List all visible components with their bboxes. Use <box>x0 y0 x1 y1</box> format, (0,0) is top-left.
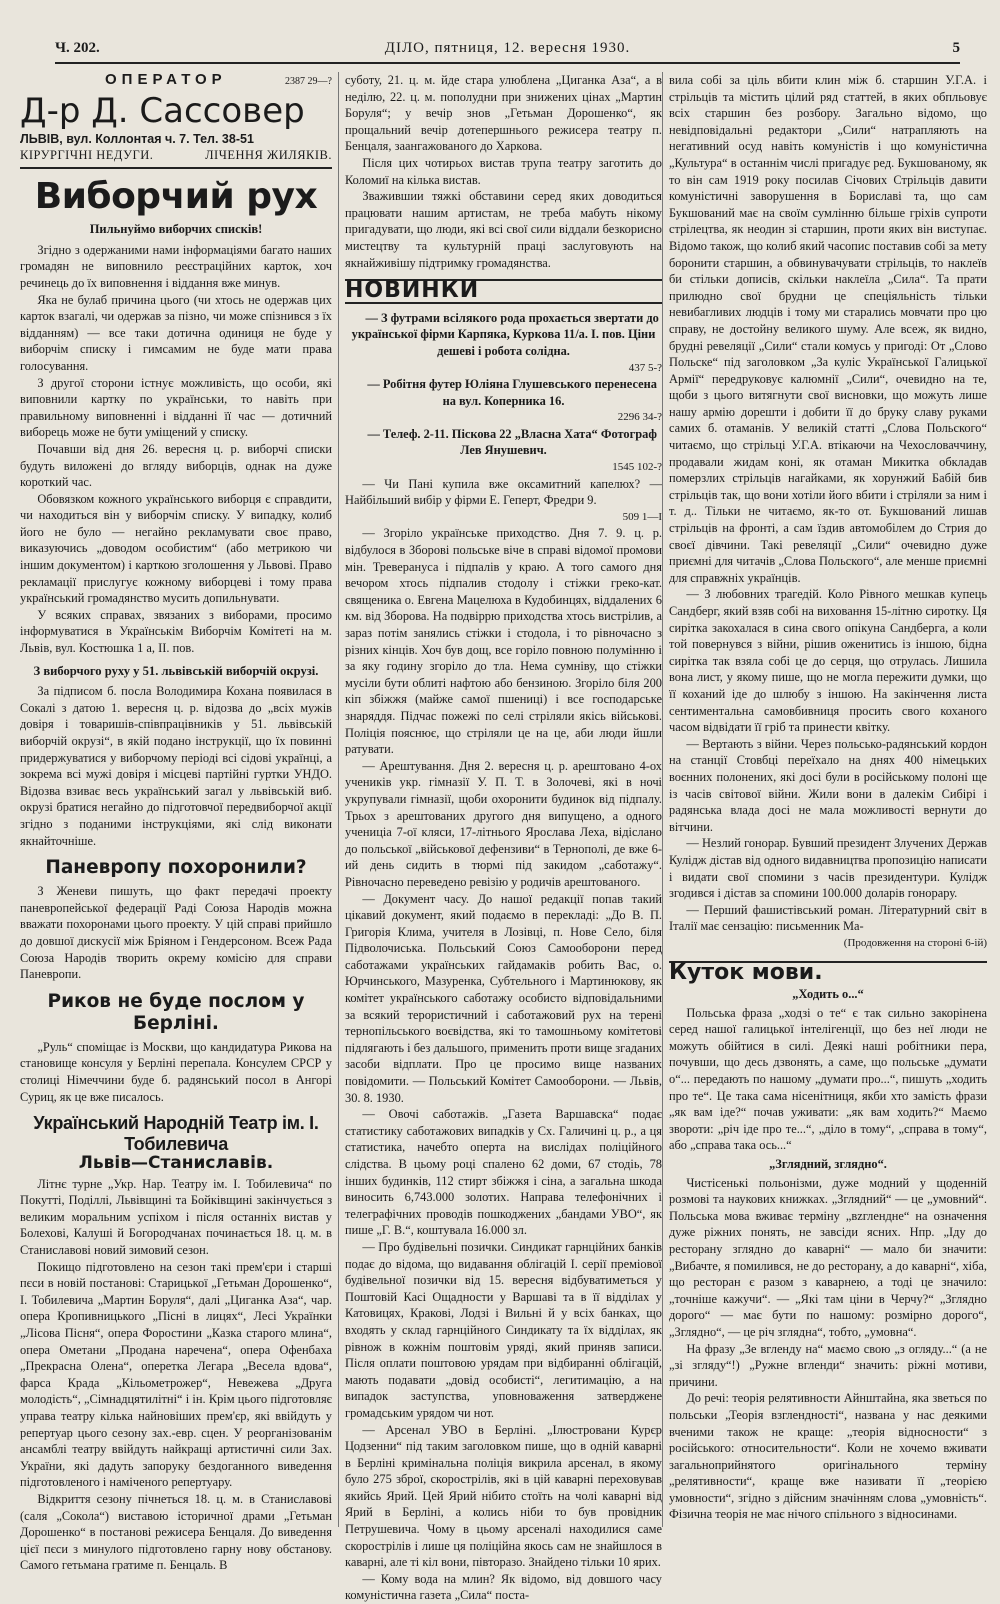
news-item: — Про будівельні позички. Синдикат гарнційних банків подає до відома, що видавання облігацій І. серії преміової будівельної позички від 15. вересня відбуватиметься у Поштовій Касі Ощадности у Варшаві та в її відділах у Катовицях, Кракові, Лодзі і Вильні й у всіх банках, що входять у склад гарнційного Синдикату та їх відділах, як рівнож в кожнім поштовім уряді, який приняв записи. Після оплати поштовою урядам при відбиранні облігацій, мають подавати „довід особисті“, легитимацію, а на випадок заступства, уповноваження затверджене громадським урядом чи нот. <box>345 1239 662 1420</box>
ad-specialty-right: ЛІЧЕННЯ ЖИЛЯКІВ. <box>205 147 332 162</box>
masthead-date: ДІЛО, пятниця, 12. вересня 1930. <box>384 40 631 56</box>
news-item: — Кому вода на млин? Як відомо, від довшого часу комуністична газета „Сила“ поста- <box>345 1571 662 1603</box>
news-item: — З любовних трагедій. Коло Рівного мешкав купець Сандберг, який взяв собі на виховання 15-літню сиротку. Ця сирітка закохалася в сина свого опікуна Сандберга, а коли той повернувся з війни, рішив оженитись із іншою, бідна сирітка так взяла собі це до серця, що отрулась. Лишила вона лист, у якому пише, що не могла пережити думки, що її коханий іде до шлюбу з іншою. На закінчення листа сентиментальна самовбивниця просить свого коханого часом відвідати її гріб та принести квітку. <box>669 587 987 735</box>
news-item: — Перший фашистівський роман. Літературний світ в Італії має сензацію: письменник Ма- <box>669 902 987 934</box>
paragraph: У всяких справах, звязаних з виборами, просимо інформуватися в Українськім Виборчім Комітеті на м. Львів, вул. Костюшка 1 а, II. пов. <box>20 607 332 656</box>
column-2 <box>338 72 662 1603</box>
article-title-elections: Виборчий рух <box>34 176 318 218</box>
paragraph: Почавши від дня 26. вересня ц. р. виборчі списки будуть виложені до вгляду виборців, однак на дуже короткий час. <box>20 441 332 490</box>
ad-code: 2387 29—? <box>285 76 332 87</box>
section-title-language-corner: Куток мови. <box>669 961 987 982</box>
classified-ad: — Телеф. 2-11. Піскова 22 „Власна Хата“ Фотограф Лев Янушевич. <box>367 426 657 458</box>
article-title-paneuropa: Паневропу похоронили? <box>45 857 307 879</box>
news-item: — Згоріло українське приходство. Дня 7. 9. ц. р. відбулося в Зборові польське віче в справі відомої промови мін. Треверануса і підпалів у краю. А того самого дня вечором хтось підпалив стодолу і стіжки греко-кат. священика о. Евгена Мацелюха в Кудобинцях, віддалених 6 км. від Зборова. На подвіррю приходства хтось вистрілив, а зараз потім занялись стіжки і стодола, і то рівночасно з різних кінців. Хоч був дощ, все горіло повною полумінню і за яку годину згоріло до тла. Нема сумніву, що стіжки мусіли бути облиті нафтою або бензиною. Згоріло біля 200 кіп збіжжя (майже самої пшениці) і все господарське знаряддя. Підчас пожежі по селі стріляли якісь військові. Поліція пояснює, що стріляли це на це, аби люди йшли ратувати. <box>345 526 662 757</box>
article-subtitle: Пильнуймо виборчих списків! <box>89 222 263 237</box>
ad-code: 2296 34-? <box>617 411 662 424</box>
paragraph: Літнє турне „Укр. Нар. Театру ім. І. Тобилевича“ по Покутті, Поділлі, Львівщині та Бойківщині закінчується з великим моральним успіхом і після останніх вистав у Болехові, Калуші й Богородчанах починається 18. ц. м. в Станиславові новий зимовий сезон. <box>20 1176 332 1258</box>
news-item: — Документ часу. До нашої редакції попав такий цікавий документ, який подаємо в перекладі: „До В. П. Григорія Клима, учителя в Лозівці, п. Нове Село, біля Підволочиська. Польський Союз Самооборони перед саботажами українських гайдамаків робить Вас, о. Юрчинського, Мазуренка, Субтельного і Мартинюкову, як комітет українського саботажу особисто відповідальними за всякий терористичний і саботажовий рух на терені тернопільського воєвідства, які то тамошньому комітетові підлягають і без дальшого, применить проти вище згаданих засоби відплати. Про це просимо вище названих повідомити. — Польський Комітет Самооборони. — Львів, 30. 8. 1930. <box>345 891 662 1105</box>
news-item: — Арсенал УВО в Берліні. „Ілюстровани Курєр Цодзенни“ під таким заголовком пише, що в одній каварні в Берліні кримінальна поліція викрила арсенал, в якому було 275 зброї, скорострілів, які в цій каварні переховував якийсь Ярий. Цей Ярий нібито стоїть на чолі каварні від Ярий в Берліні, а колись ніби то був провідник Петрушевича. Чому в цьому арсеналі находилися саме скорострілів і лише ця поліційна якось сам не знайшлося в каварні, але ті кіл вони, півторазо. Знайдено тільки 10 ярих. <box>345 1422 662 1570</box>
ad-code: 509 1—І <box>622 510 662 523</box>
paragraph: суботу, 21. ц. м. йде стара улюблена „Циганка Аза“, а в неділю, 22. ц. м. пополудни при знижених цінах „Мартин Боруля“; у вечір знов „Гетьман Дорошенко“, як прощальний вечір дотепершнього режисера театру п. Бенцаля, заангажованого до Харкова. <box>345 73 662 154</box>
paragraph: Яка не булаб причина цього (чи хтось не одержав цих карток взагалі, чи одержав за пізно, чи може спізнився з їх відданням) — все таки дотична одиниця не буде у виборчім списку і гимсамим не буде мати права голосування. <box>20 292 332 373</box>
paragraph: До речі: теорія релятивности Айнштайна, яка зветься по польськи „Теорія взглендності“, названа у нас деякими вченими також не краще: „теорія відносности“ з російського: относительности“. Коли не хочемо вживати загальноприйнятого оригінального терміну „релятивности“, краще вже називати її „теорією умовности“, згідно з дійсним значінням слова „умовність“. Фізична теорія не має нічого спільного з відносинами. <box>669 1391 987 1522</box>
news-item: — Арештування. Дня 2. вересня ц. р. арештовано 4-ох учеників укр. гімназії У. П. Т. в Золочеві, які в ночі укрупували гімназії, щоби охоронити будинок від підпалу. Трьох з арештованих другого дня випущено, а одного учениціа 7-ої кляси, 17-літнього Ярослава Леха, відіслано до польської „військової дефензиви“ в Тернополі, де вже 6-ий день сидить в тюрмі під закидом „саботажу“. Рівночасно переведено ревізію у родичів арештованого. <box>345 758 662 889</box>
paragraph: З другої сторони істнує можливість, що особи, які виповнили картку по українськи, то навіть при правильному виповненні і відданні її час — дотичний виборець може не бути уміщений у списку. <box>20 375 332 440</box>
subsection-title: „Зглядний, зглядно“. <box>769 1157 887 1171</box>
continuation-note: (Продовження на стороні 6-ій) <box>843 936 987 949</box>
page-header <box>55 38 960 64</box>
paragraph: Відкриття сезону пічнеться 18. ц. м. в Станиславові (саля „Сокола“) виставою історичної драми „Гетьман Дорошенко“ в постанові режисера Бенцаля. До виведення цієї пєси з минулого підготовлено гарну нову обстанову. Самого гетьмана гратиме п. Бенцаль. В <box>20 1491 332 1573</box>
ad-code: 1545 102-? <box>612 461 662 474</box>
column-3 <box>662 72 987 1527</box>
ad-operator: ОПЕРАТОР <box>105 71 227 88</box>
paragraph: „Руль“ споміщає із Москви, що кандидатура Рикова на становище консуля у Берліні перепала. Консулем СРСР у столиці Німеччини буде б. радянський посол в Ангорі Суриц, як це вже писалось. <box>20 1039 332 1104</box>
paragraph: Польська фраза „ходзі о те“ є так сильно закорінена серед нашої галицької інтелігенції, що без неї люди не можуть обійтися в силі. Деякі наші робітники пера, почувши, що десь дзвонять, а саме, що польське „думати о“... передають по нашому „думати про...“, пишуть „ходить про те“. Це така сама нісенітниця, якби хто замість фрази „як вам іде?“ почав уживати: „як вам ходить?“ Маємо звороти: „річ іде про те...“, „діло в тому“, „справа в тому“, або „справа така ось...“ <box>669 1005 987 1153</box>
section-title-news: НОВИНКИ <box>345 279 662 304</box>
classified-ad: — З футрами всілякого рода прохається звертати до української фірми Карпяка, Куркова 11/а. І. пов. Ціни дешеві і робота солідна. <box>351 310 659 358</box>
article-title-theatre: Український Народній Театр ім. І. Тобилевича <box>33 1113 319 1155</box>
news-item: — Вертають з війни. Через польсько-радянський кордон на станції Стовбці переїхало на днях 400 німецьких воєнних полонених, які досі були в російському полоні ще із часів світової війни. Жили вони в далекім Сибірі і радянська влада досі не мала можливості вернути до вітчини. <box>669 736 987 834</box>
ad-doctor-name: Д-р Д. Сассовер <box>20 90 305 131</box>
article-title-rykov: Риков не буде послом у Берліні. <box>47 990 305 1034</box>
news-item: — Овочі саботажів. „Газета Варшавска“ подає статистику саботажових випадків у Сх. Галичині ц. р., а ця статистика, начебто оперта на вислідах поліційного слідства. В цьому році спалено 62 доми, 67 стодіь, 78 інших будинків, 112 стирт збіжжя і сіна, а загальна шкода виносить 6,743.000 золотих. Направа телефонічних і телеграфічних проводів пошкоджених „бандами УВО“, як пише „Г. В.“, коштувала 16.000 зл. <box>345 1107 662 1238</box>
paragraph: Зважившии тяжкі обставини серед яких доводиться працювати нашим артистам, не треба мабуть нікому пригадувати, що люди, які всі свої сили віддали безкорисно мистецтву та культурній праці заслуговують на якнайживішу підтримку громадянства. <box>345 189 662 270</box>
paragraph: Обовязком кожного українського виборця є справдити, чи находиться він у виборчім списку. У випадку, колиб його не було — негайно рекламувати своє право, виказуючись „доводом особистим“ (або метрикою чи іншим документом) і карткою зголошення у Львові. Право рекламації прислугує кожному виборцеві і тому права український громадянство мусить допильнувати. <box>20 491 332 606</box>
ad-address: ЛЬВІВ, вул. Коллонтая ч. 7. Тел. 38-51 <box>20 131 254 146</box>
paragraph: За підписом б. посла Володимира Кохана появилася в Сокалі з датою 1. вересня ц. р. відозва до „всіх мужів довіря і товаришів-співпрацівників у 51. львівській виборчій окрузі“, в якій подано інструкції, що їх повинні придержуватися у виборчому періоді всі сідові українці, а зокрема всі мужі довіря і місцеві партійні гуртки УНДО. Відозва взиває весь український загал у львівській виб. окрузі братися негайно до підготовчої передвиборчої акції згідно з поданими інструкціями, які слід виконати якнайточніше. <box>20 684 332 848</box>
paragraph: Після цих чотирьох вистав трупа театру заготить до Коломиї на кілька вистав. <box>345 155 662 187</box>
paragraph: Чистісенькі польонізми, дуже модний у щоденній розмові та наукових книжках. „Зглядний“ — це „умовний“. Польська мова вживає терміну „вzглендне“ на означення дуже ріжних понять, не завсіди ясних. Нпр. „Ідy до ресторану зглядно до каварні“ — мало би значити: „Вибачте, я помилився, не до ресторану, а до каварні“, хіба, що ресторан є разом з каварнею, а тоді це значило: „точніше кажучи“. — „Які там ціни в Черчу?“ „Зглядно дорого“ — має бути по нашому: розмірно дорого“, „Зглядно“, — це річ зглядна“, тобто, „умовна“. <box>669 1175 987 1339</box>
doctor-advertisement <box>20 72 332 169</box>
ad-specialty-left: КІРУРГІЧНІ НЕДУГИ. <box>20 147 154 162</box>
paragraph: З Женеви пишуть, що факт передачі проекту паневропейської федерації Раді Союза Народів можна вважати похоронами цього проекту. У цій справі прийшло до довшої дискусії між Бріяном і Гендерсоном. Всеж Рада Союза Народів творить окрему комісію для справи Паневропи. <box>20 884 332 982</box>
news-item: — Чи Пані купила вже оксамитний капелюх? — Найбільший вибір у фірми Е. Геперт, Фредри 9. <box>345 476 662 508</box>
column-1 <box>20 71 332 1573</box>
page-number: 5 <box>952 40 960 56</box>
section-heading: З виборчого руху у 51. львівській виборчій окрузі. <box>33 663 319 678</box>
article-subtitle-theatre: Львів—Станиславів. <box>78 1153 274 1174</box>
issue-number: Ч. 202. <box>55 40 100 56</box>
news-item: — Незлий гонорар. Бувший президент Злучених Держав Кулідж дістав від одного видавництва пропозицію написати і видати свої спомини з часів президентури. Кулідж згодився і дістав за спомини 100.000 доларів гонорару. <box>669 836 987 901</box>
paragraph: Згідно з одержаними нами інформаціями багато наших громадян не виповнило реєстраційних карток, хоч речинець до їх виповнення і віддання вже минув. <box>20 242 332 290</box>
paragraph: вила собі за ціль вбити клин між б. старшин У.Г.А. і стрільців та містить цілий ряд статтей, в яких обпльовує всіх старшин без розбору. Загально відомо, що невідповідальні редактори „Сили“ натрапляють на негативний осуд навіть комуністів і що комуністична „Культура“ в останнім числі пригадує ред. Букшованому, як то він сам 1919 року посилав Січових Стрільців давити комуністичні заворушення в Бориславі та, що сам Букшований має на своїм сумлінню більше гріхів супроти стрілецтва, як неодин зі старшин, проти яких він виступає. Відомо також, що колиб який часопис поставив собі за мету боронити старшин, а обвинувачувати стрільців, то наклеїв би стільки дописів, скільки наклеїла „Сила“. Та прати прилюдно свої брудни це спеціяльність тільки невибагливих людців і тому ми старались мовчати про цю справу, не достойну великого шуму. Але всеж, як видно, брудні ревеляції „Сили“ стали комусь у пригоді: От „Слово Польске“ під заголовком „За куліс Української Галицької Армії“ передруковує калюмнії „Сили“, очевидно на те, щоби з цього витягнути свої висновки, що можуть лише нашу армію дорешти і добити її до бруку славу руками самих б. отаманів. У великій статті „Слова Польского“ читаємо, що стрільці У.Г.А. втікаючи на Чехословаччину, продавали жидам коні, як отаман Микитка обкладав померзлих стрільців нагайками, як хорунжий Бабій бив стрільців так, що вони хотіли його вбити і стріляли за ним і т. д.. Тільки не читаємо, як-то от. Букшований лишав стрільців на фронті, а сам їздив автомобілем до Стрия до своєї дівчини. Такі ревеляції „Сили“ очевидно дуже приємні для читачів „Слова Польского“, але менше приємні для справжніх українців. <box>669 73 987 585</box>
classified-ad: — Робітня футер Юліяна Глушевського перенесена на вул. Коперника 16. <box>367 377 657 408</box>
paragraph: На фразу „Зе вгленду на“ маємо свою „з огляду...“ (а не „зі згляду“!) „Ружне вгленди“ значить: ріжні мотиви, причини. <box>669 1341 987 1389</box>
subsection-title: „Ходить о...“ <box>792 987 864 1002</box>
ad-code: 437 5-? <box>628 361 662 374</box>
paragraph: Покищо підготовлено на сезон такі прем'єри і старші пєси в новій постанові: Старицької „Гетьман Дорошенко“, І. Тобилевича „Мартин Боруля“, далі „Циганка Аза“, чар. опера Кропивницького „Пісні в лицях“, Лесі Українки „Лісова Пісня“, опера Форостини „Казка старого млина“, опера Ометани „Продана наречена“, опера Офенбаха „Прекрасна Олена“, оперетка Легара „Весела вдова“, фарса Крада „Кільометрожер“, Невежева „Друга молодість“, „Сімнадцятилітні“ і ін. Крім цього підготовляє управа театру кілька найновіших прем'єр, які ввійдуть у репертуар цього сезону зах.-евр. сцен. У реорганізованім ансамблі театру ввійдуть найкращі артистичні сили Зах. України, які дадуть запоруку бездоганного виведення підготовленого і наміченого репертуару. <box>20 1259 332 1490</box>
